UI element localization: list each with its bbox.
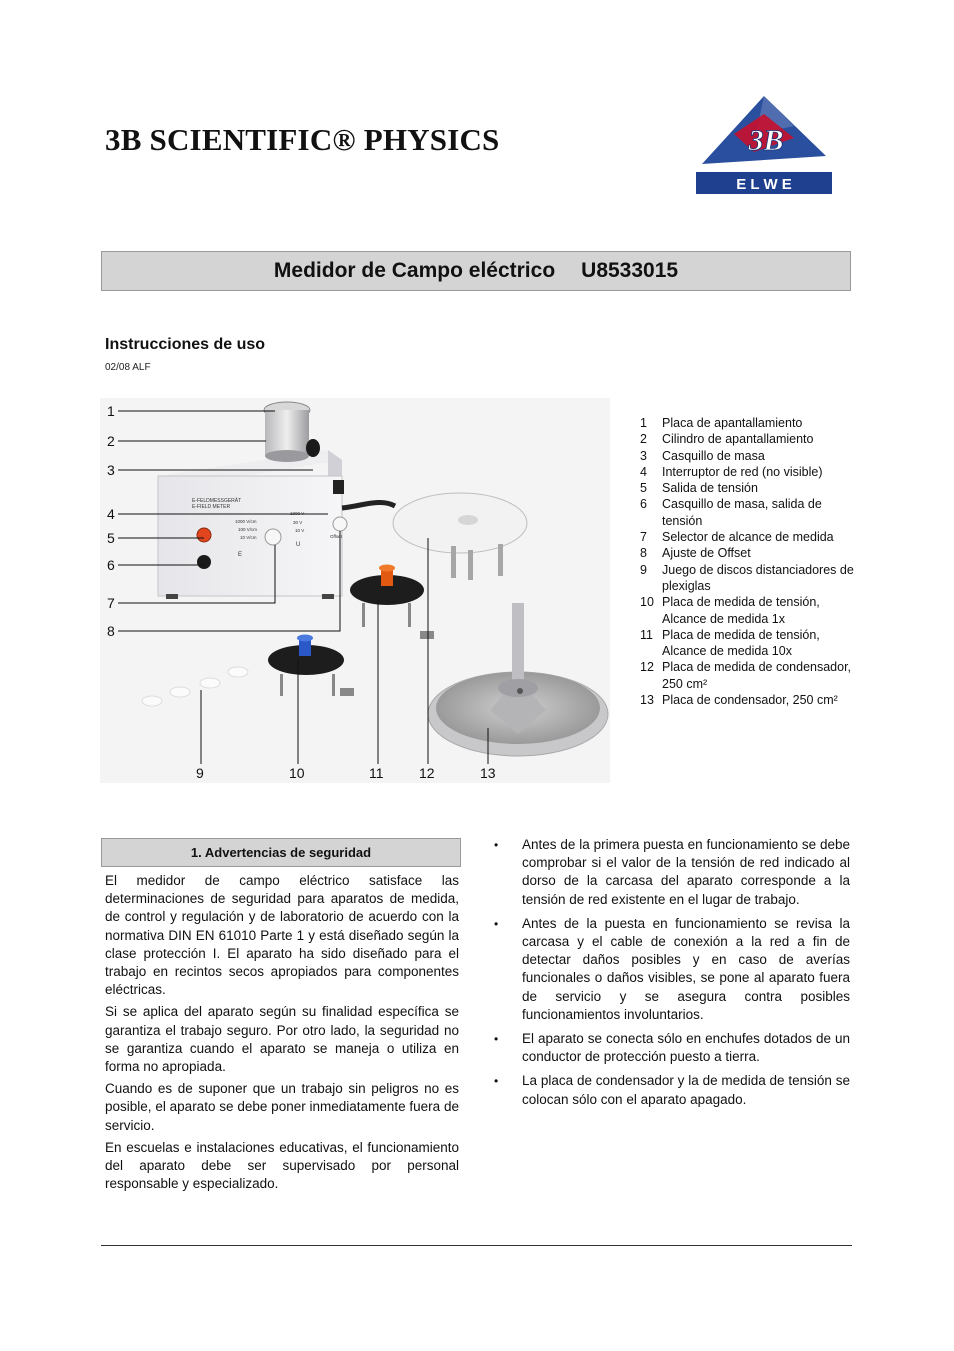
legend-text: Selector de alcance de medida	[662, 530, 834, 545]
doc-date: 02/08 ALF	[105, 362, 151, 373]
label-e: E	[238, 552, 243, 558]
bullet-icon: •	[494, 1074, 499, 1089]
shield-cylinder	[265, 410, 309, 456]
legend-num: 12	[640, 660, 654, 675]
logo-text: 3B	[748, 124, 784, 157]
ground-socket	[306, 439, 320, 457]
callout-11: 11	[369, 765, 384, 781]
legend-text: Juego de discos distanciadores de plexiglas	[662, 562, 854, 593]
legend-num: 13	[640, 693, 654, 708]
legend-text: Casquillo de masa, salida de tensión	[662, 497, 822, 528]
label-offset: Offset	[330, 534, 342, 539]
callout-5: 5	[107, 530, 115, 546]
product-title-bar	[101, 251, 851, 291]
safety-bullets-right	[490, 836, 850, 1115]
offset-knob	[333, 517, 347, 531]
bullet-text: El aparato se conecta sólo en enchufes dotados de un conductor de protección puesto a tierra.	[522, 1031, 850, 1065]
legend-item	[640, 562, 855, 595]
callout-13: 13	[480, 765, 496, 781]
legend-item	[640, 480, 855, 496]
range-label-2: 100 V/cm	[238, 527, 258, 532]
callout-4: 4	[107, 506, 115, 522]
legend-text: Salida de tensión	[662, 481, 758, 496]
volt-label-3: 10 V	[295, 528, 305, 533]
legend-num: 8	[640, 546, 647, 561]
footer-rule	[101, 1245, 852, 1246]
device-figure	[100, 398, 610, 783]
legend-item	[640, 415, 855, 431]
legend-num: 3	[640, 448, 647, 463]
legend-item	[640, 464, 855, 480]
parts-legend	[640, 415, 855, 708]
section-heading-safety: 1. Advertencias de seguridad	[101, 838, 461, 867]
subtitle: Instrucciones de uso	[105, 336, 266, 353]
callout-2: 2	[107, 433, 115, 449]
product-name: Medidor de Campo eléctrico	[273, 259, 556, 282]
legend-item	[640, 692, 855, 708]
callout-8: 8	[107, 623, 115, 639]
bullet-icon: •	[494, 838, 499, 852]
bullet-item	[490, 836, 850, 909]
bullet-icon: •	[494, 916, 499, 931]
volt-label-1: 1000 V	[290, 511, 305, 516]
bullet-item	[490, 915, 850, 1024]
product-code: U8533015	[581, 259, 679, 282]
safety-text-left	[105, 872, 459, 1197]
legend-num: 9	[640, 562, 647, 577]
bullet-text: La placa de condensador y la de medida de tensión se colocan sólo con el aparato apagado.	[522, 1073, 850, 1107]
legend-num: 11	[640, 627, 653, 642]
callout-9: 9	[196, 765, 204, 781]
legend-text: Interruptor de red (no visible)	[662, 464, 823, 479]
range-label-1: 1000 V/cm	[235, 519, 257, 524]
legend-num: 6	[640, 497, 647, 512]
legend-item	[640, 594, 855, 627]
legend-item	[640, 448, 855, 464]
3b-elwe-logo	[694, 94, 834, 196]
volt-label-2: 30 V	[293, 520, 303, 525]
callout-10: 10	[289, 765, 305, 781]
legend-text: Placa de medida de tensión, Alcance de medida 10x	[662, 627, 820, 659]
range-label-3: 10 V/cm	[240, 535, 257, 540]
legend-text: Casquillo de masa	[662, 448, 765, 463]
legend-text: Placa de medida de tensión, Alcance de medida 1x	[662, 595, 820, 626]
bullet-icon: •	[494, 1032, 499, 1047]
callout-12: 12	[419, 765, 435, 781]
legend-text: Ajuste de Offset	[662, 546, 751, 561]
legend-item	[640, 659, 855, 692]
legend-item	[640, 529, 855, 545]
legend-num: 2	[640, 432, 647, 447]
device-sublabel: E-FIELD METER	[192, 504, 231, 510]
bullet-text: Antes de la puesta en funcionamiento se revisa la carcasa y el cable de conexión a la red a fin de detectar daños posibles y en caso de averías funcionales o daños visibles, se pone al aparato fuera de servicio y se asegura contra posibles funcionamientos involuntarios.	[522, 915, 850, 1022]
bullet-item	[490, 1072, 850, 1108]
legend-num: 7	[640, 530, 647, 545]
legend-item	[640, 545, 855, 561]
legend-text: Placa de apantallamiento	[662, 416, 803, 430]
legend-text: Placa de condensador, 250 cm²	[662, 693, 838, 708]
bullet-text: Antes de la primera puesta en funcionamiento se debe comprobar si el valor de la tensión de red indicado al dorso de la carcasa del aparato corresponde a la tensión de red existente en el lugar de trabajo.	[522, 837, 850, 907]
voltage-output-socket	[197, 528, 211, 542]
paragraph: En escuelas e instalaciones educativas, el funcionamiento del aparato debe ser supervisado por personal responsable y especializado.	[105, 1139, 459, 1192]
legend-num: 10	[640, 595, 654, 610]
callout-3: 3	[107, 462, 115, 478]
device-label: E-FELDMESSGERÄT	[192, 498, 242, 504]
paragraph: El medidor de campo eléctrico satisface las determinaciones de seguridad para aparatos de medida, de control y regulación y de laboratorio de acuerdo con la normativa DIN EN 61010 Parte 1 y está diseñado según la clase protección I. El aparato ha sido diseñado para el trabajo en recintos secos apropiados para componentes eléctricas.	[105, 873, 459, 998]
spacer-disc	[142, 696, 162, 706]
legend-text: Cilindro de apantallamiento	[662, 432, 814, 447]
label-u: U	[296, 542, 301, 548]
callout-1: 1	[107, 403, 115, 419]
paragraph: Si se aplica del aparato según su finalidad específica se garantiza el trabajo seguro. Por otro lado, la seguridad no se garantiza cuando el aparato se maneja o utiliza en forma no apropiada.	[105, 1004, 459, 1075]
legend-item	[640, 431, 855, 447]
callout-6: 6	[107, 557, 115, 573]
range-selector-knob	[265, 529, 281, 545]
bullet-item	[490, 1030, 850, 1066]
callout-7: 7	[107, 595, 115, 611]
paragraph: Cuando es de suponer que un trabajo sin peligros no es posible, el aparato se debe poner inmediatamente fuera de servicio.	[105, 1081, 459, 1133]
legend-text: Placa de medida de condensador, 250 cm²	[662, 660, 852, 691]
legend-num: 5	[640, 481, 647, 496]
legend-item	[640, 496, 855, 529]
legend-num: 1	[640, 416, 647, 430]
ground-output-socket	[197, 555, 211, 569]
legend-num: 4	[640, 464, 647, 479]
brand-title: 3B SCIENTIFIC® PHYSICS	[105, 122, 500, 157]
legend-item	[640, 627, 855, 660]
logo-band-text: E L W E	[736, 176, 792, 193]
